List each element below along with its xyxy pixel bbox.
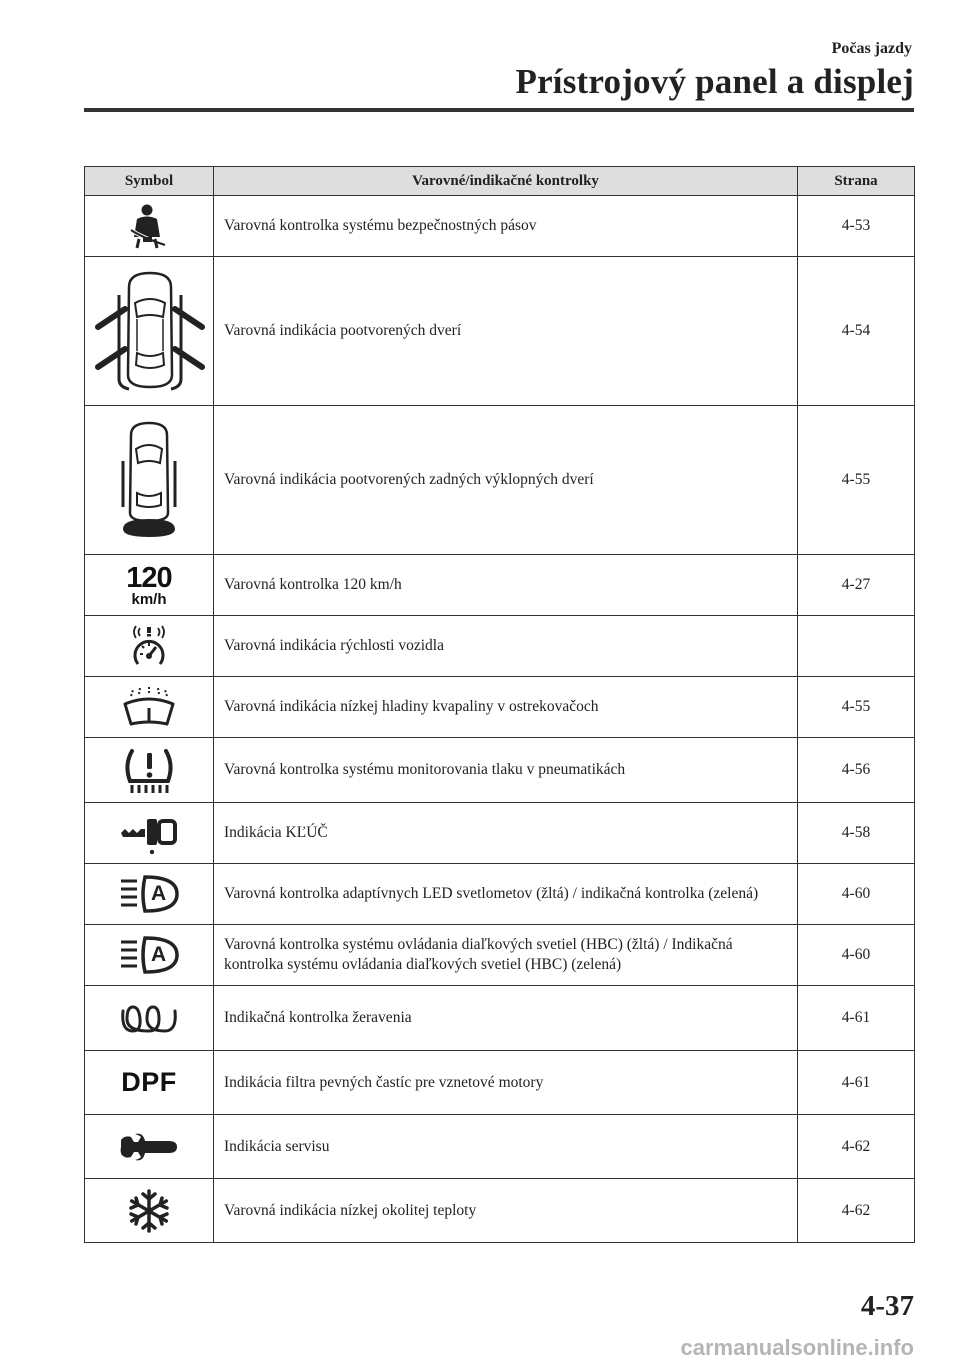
column-header-description: Varovné/indikačné kontrolky xyxy=(214,167,798,196)
page-ref-cell: 4-27 xyxy=(798,555,915,616)
page-ref-cell: 4-55 xyxy=(798,677,915,738)
warning-lights-table xyxy=(84,166,915,1243)
description-cell: Varovná kontrolka systému bezpečnostných pásov xyxy=(214,196,798,257)
snowflake-icon xyxy=(126,1188,172,1234)
description-cell: Varovná indikácia rýchlosti vozidla xyxy=(214,616,798,677)
symbol-cell xyxy=(85,555,214,616)
adaptive-headlight-icon xyxy=(119,873,179,915)
page-ref-cell: 4-60 xyxy=(798,864,915,925)
wrench-icon xyxy=(119,1132,179,1162)
table-row xyxy=(85,406,915,555)
page-ref-cell: 4-61 xyxy=(798,986,915,1051)
symbol-cell xyxy=(85,257,214,406)
table-row xyxy=(85,738,915,803)
page-number: 4-37 xyxy=(860,1290,914,1322)
table-row xyxy=(85,803,915,864)
page-title: Prístrojový panel a displej xyxy=(515,62,914,101)
description-cell: Varovná indikácia pootvorených dverí xyxy=(214,257,798,406)
page-ref-cell xyxy=(798,616,915,677)
table-row xyxy=(85,677,915,738)
symbol-cell xyxy=(85,803,214,864)
page-ref-cell: 4-56 xyxy=(798,738,915,803)
description-cell: Varovná indikácia nízkej okolitej teploty xyxy=(214,1179,798,1243)
table-row xyxy=(85,1051,915,1115)
description-cell: Indikačná kontrolka žeravenia xyxy=(214,986,798,1051)
description-cell: Varovná kontrolka systému ovládania diaľkových svetiel (HBC) (žltá) / Indikačná kontrolka systému ovládania diaľkových svetiel (HBC) (zelená) xyxy=(214,925,798,986)
page-ref-cell: 4-60 xyxy=(798,925,915,986)
table-header-row xyxy=(85,167,915,196)
description-cell: Varovná kontrolka adaptívnych LED svetlometov (žltá) / indikačná kontrolka (zelená) xyxy=(214,864,798,925)
symbol-cell xyxy=(85,616,214,677)
adaptive-headlight-letter: A xyxy=(151,882,167,905)
page-ref-cell: 4-61 xyxy=(798,1051,915,1115)
description-cell: Varovná indikácia pootvorených zadných výklopných dverí xyxy=(214,406,798,555)
speedometer-alert-icon xyxy=(129,624,169,668)
header-rule xyxy=(84,108,914,112)
table-row xyxy=(85,986,915,1051)
glow-plug-icon xyxy=(119,1001,179,1035)
speed-120-icon xyxy=(126,561,172,608)
page-ref-cell: 4-58 xyxy=(798,803,915,864)
tire-pressure-icon xyxy=(122,745,176,795)
key-icon xyxy=(119,811,179,855)
table-row xyxy=(85,1115,915,1179)
symbol-cell xyxy=(85,738,214,803)
high-beam-control-icon xyxy=(119,934,179,976)
table-row xyxy=(85,925,915,986)
symbol-cell xyxy=(85,196,214,257)
page-ref-cell: 4-62 xyxy=(798,1115,915,1179)
page-ref-cell: 4-62 xyxy=(798,1179,915,1243)
symbol-cell xyxy=(85,986,214,1051)
speed-120-value: 120 xyxy=(126,561,172,594)
description-cell: Varovná indikácia nízkej hladiny kvapaliny v ostrekovačoch xyxy=(214,677,798,738)
high-beam-control-letter: A xyxy=(151,943,167,966)
symbol-cell xyxy=(85,864,214,925)
column-header-symbol: Symbol xyxy=(85,167,214,196)
table-row xyxy=(85,1179,915,1243)
dpf-icon: DPF xyxy=(121,1067,177,1097)
page-ref-cell: 4-54 xyxy=(798,257,915,406)
section-header: Počas jazdy xyxy=(831,40,912,57)
watermark: carmanualsonline.info xyxy=(680,1335,914,1360)
description-cell: Indikácia filtra pevných častíc pre vznetové motory xyxy=(214,1051,798,1115)
door-open-icon xyxy=(95,269,205,393)
description-cell: Varovná kontrolka 120 km/h xyxy=(214,555,798,616)
table-row xyxy=(85,196,915,257)
column-header-page: Strana xyxy=(798,167,915,196)
description-cell: Indikácia servisu xyxy=(214,1115,798,1179)
description-cell: Varovná kontrolka systému monitorovania tlaku v pneumatikách xyxy=(214,738,798,803)
seatbelt-icon xyxy=(127,203,171,249)
description-cell: Indikácia KĽÚČ xyxy=(214,803,798,864)
page-ref-cell: 4-55 xyxy=(798,406,915,555)
table-row xyxy=(85,555,915,616)
symbol-cell xyxy=(85,1051,214,1115)
table-row xyxy=(85,257,915,406)
symbol-cell xyxy=(85,925,214,986)
table-row xyxy=(85,864,915,925)
page-ref-cell: 4-53 xyxy=(798,196,915,257)
symbol-cell xyxy=(85,406,214,555)
symbol-cell xyxy=(85,677,214,738)
symbol-cell xyxy=(85,1179,214,1243)
symbol-cell xyxy=(85,1115,214,1179)
washer-fluid-icon xyxy=(121,686,177,728)
speed-120-unit: km/h xyxy=(131,590,167,608)
table-row xyxy=(85,616,915,677)
liftgate-open-icon xyxy=(119,421,179,539)
